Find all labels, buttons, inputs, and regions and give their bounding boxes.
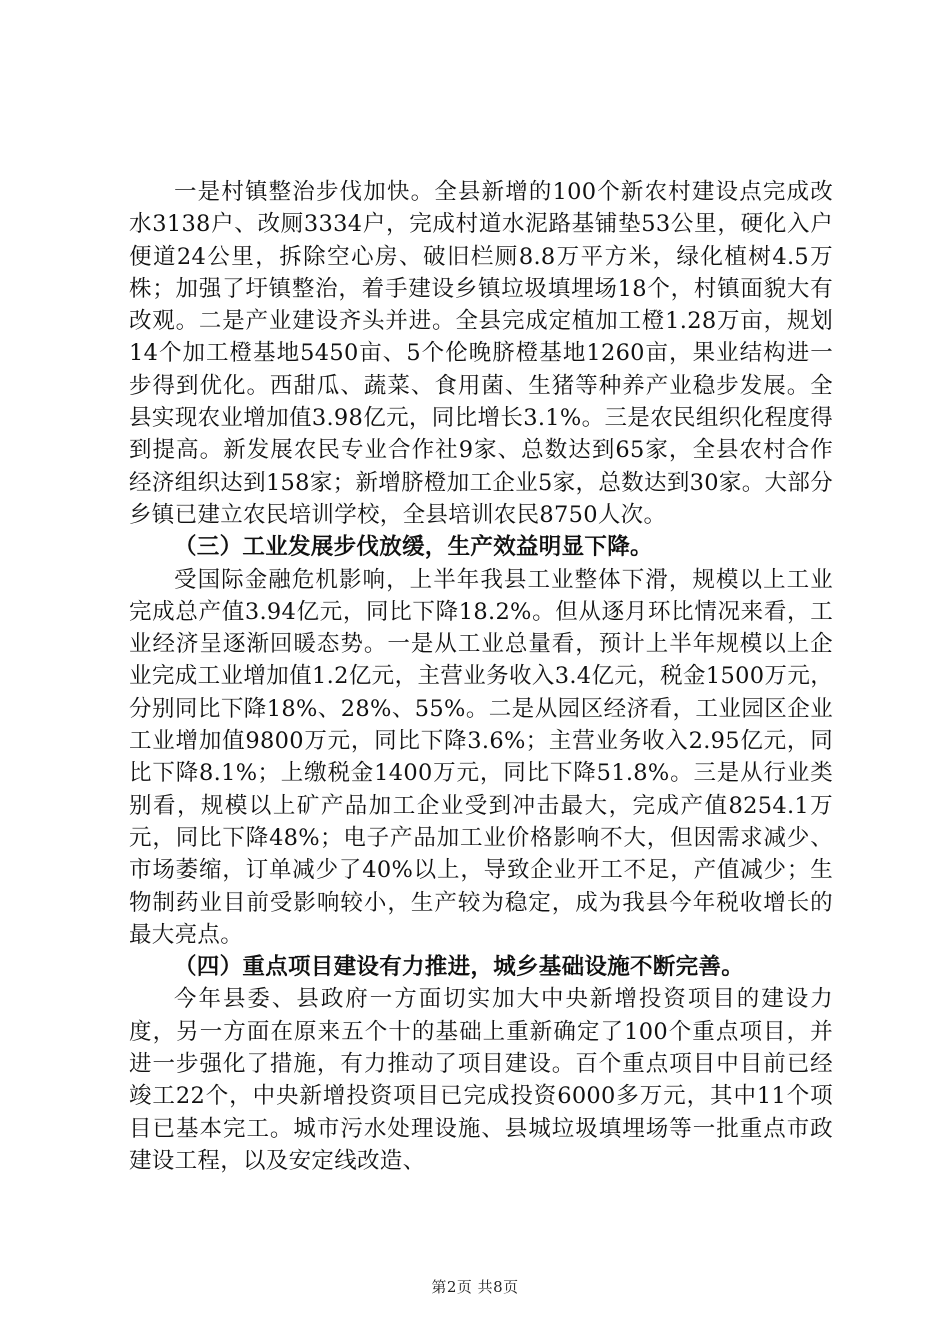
paragraph-village-town-progress: 一是村镇整治步伐加快。全县新增的100个新农村建设点完成改水3138户、改厕3334户，完成村道水泥路基铺垫53公里，硬化入户便道24公里，拆除空心房、破旧栏厕8.8万平方米，绿化植树4.5万株；加强了圩镇整治，着手建设乡镇垃圾填埋场18个，村镇面貌大有改观。二是产业建设齐头并进。全县完成定植加工橙1.28万亩，规划14个加工橙基地5450亩、5个伦晚脐橙基地1260亩，果业结构进一步得到优化。西甜瓜、蔬菜、食用菌、生猪等种养产业稳步发展。全县实现农业增加值3.98亿元，同比增长3.1%。三是农民组织化程度得到提高。新发展农民专业合作社9家、总数达到65家，全县农村合作经济组织达到158家；新增脐橙加工企业5家，总数达到30家。大部分乡镇已建立农民培训学校，全县培训农民8750人次。 (129, 179, 833, 528)
paragraph-key-projects: 今年县委、县政府一方面切实加大中央新增投资项目的建设力度，另一方面在原来五个十的基础上重新确定了100个重点项目，并进一步强化了措施，有力推动了项目建设。百个重点项目中目前已经竣工22个，中央新增投资项目已完成投资6000多万元，其中11个项目已基本完工。城市污水处理设施、县城垃圾填埋场等一批重点市政建设工程，以及安定线改造、 (129, 986, 833, 1174)
section-heading-key-projects: （四）重点项目建设有力推进，城乡基础设施不断完善。 (174, 954, 745, 981)
section-heading-industry: （三）工业发展步伐放缓，生产效益明显下降。 (174, 534, 653, 561)
page-number-footer: 第2页 共8页 (431, 1278, 519, 1296)
document-body (129, 176, 833, 1177)
paragraph-industry: 受国际金融危机影响，上半年我县工业整体下滑，规模以上工业完成总产值3.94亿元，同比下降18.2%。但从逐月环比情况来看，工业经济呈逐渐回暖态势。一是从工业总量看，预计上半年规模以上企业完成工业增加值1.2亿元，主营业务收入3.4亿元，税金1500万元，分别同比下降18%、28%、55%。二是从园区经济看，工业园区企业工业增加值9800万元，同比下降3.6%；主营业务收入2.95亿元，同比下降8.1%；上缴税金1400万元，同比下降51.8%。三是从行业类别看，规模以上矿产品加工企业受到冲击最大，完成产值8254.1万元，同比下降48%；电子产品加工业价格影响不大，但因需求减少、市场萎缩，订单减少了40%以上，导致企业开工不足，产值减少；生物制药业目前受影响较小，生产较为稳定，成为我县今年税收增长的最大亮点。 (129, 566, 833, 948)
